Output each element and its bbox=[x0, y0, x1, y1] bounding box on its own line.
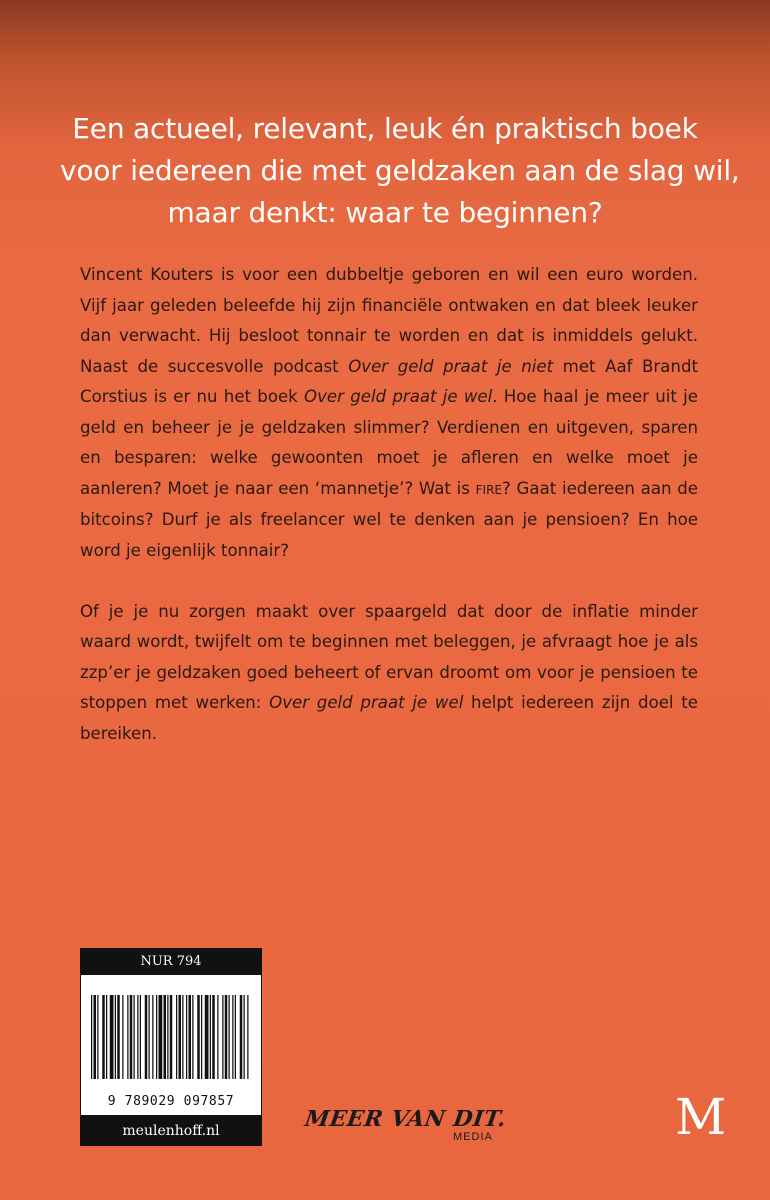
barcode-bar bbox=[134, 995, 135, 1079]
barcode-bar bbox=[164, 995, 167, 1079]
barcode-bar bbox=[149, 995, 150, 1079]
barcode-box bbox=[80, 974, 262, 1116]
barcode-bar bbox=[232, 995, 233, 1079]
barcode-bar bbox=[91, 995, 92, 1079]
barcode-bar bbox=[182, 995, 183, 1079]
blurb-paragraph bbox=[80, 260, 698, 566]
tagline-line: maar denkt: waar te beginnen? bbox=[167, 196, 603, 229]
publisher-logo: M bbox=[675, 1088, 727, 1146]
barcode-bar bbox=[167, 995, 168, 1079]
barcode-bar bbox=[210, 995, 211, 1079]
barcode-bar bbox=[130, 995, 133, 1079]
barcode-bar bbox=[94, 995, 97, 1079]
imprint-logo bbox=[305, 1106, 535, 1154]
barcode-image bbox=[89, 995, 253, 1079]
barcode-bar bbox=[225, 995, 228, 1079]
blurb bbox=[80, 260, 698, 749]
barcode-bar bbox=[247, 995, 248, 1079]
barcode-block bbox=[80, 948, 262, 1144]
publisher-website: meulenhoff.nl bbox=[80, 1116, 262, 1146]
barcode-bar bbox=[235, 995, 236, 1079]
barcode-bar bbox=[97, 995, 98, 1079]
blurb-text: met Aaf Brandt Corstius is er nu het boek bbox=[80, 356, 698, 406]
blurb-text: ? Gaat iedereen aan de bitcoins? Durf je als freelancer wel te denken aan je pensioen? En hoe word je eigenlijk tonnair? bbox=[80, 478, 698, 560]
tagline bbox=[60, 108, 740, 234]
barcode-bar bbox=[186, 995, 187, 1079]
barcode-bar bbox=[192, 995, 193, 1079]
barcode-bar bbox=[201, 995, 202, 1079]
barcode-bar bbox=[179, 995, 182, 1079]
barcode-bar bbox=[110, 995, 114, 1079]
blurb-text: Of je je nu zorgen maakt over spaargeld dat door de inflatie minder waard wordt, twijfelt om te beginnen met beleggen, je afvraagt hoe je als zzp’er je geldzaken goed beheert of ervan droomt om voor je pensioen te stoppen met werken: bbox=[80, 601, 698, 712]
barcode-bar bbox=[122, 995, 123, 1079]
barcode-bar bbox=[137, 995, 138, 1079]
barcode-bar bbox=[145, 995, 148, 1079]
barcode-bar bbox=[106, 995, 107, 1079]
barcode-bar bbox=[140, 995, 141, 1079]
barcode-bar bbox=[240, 995, 243, 1079]
podcast-title: Over geld praat je niet bbox=[348, 356, 554, 376]
imprint-logo-text: MEER VAN DIT. bbox=[303, 1106, 508, 1132]
barcode-bar bbox=[170, 995, 173, 1079]
barcode-bar bbox=[102, 995, 105, 1079]
barcode-bar bbox=[152, 995, 153, 1079]
barcode-bar bbox=[127, 995, 128, 1079]
imprint-logo-subtext: MEDIA bbox=[453, 1131, 493, 1143]
blurb-text: Vincent Kouters is voor een dubbeltje geboren en wil een euro worden. Vijf jaar geleden beleefde hij zijn financiële ontwaken en dat bleek leuker dan verwacht. Hij besloot tonnair te worden en dat is inmiddels gelukt. Naast de succesvolle podcast bbox=[80, 265, 698, 376]
nur-label: NUR 794 bbox=[80, 948, 262, 974]
blurb-paragraph bbox=[80, 597, 698, 750]
barcode-bar bbox=[189, 995, 192, 1079]
blurb-text: helpt iedereen zijn doel te bereiken. bbox=[80, 693, 699, 743]
barcode-bar bbox=[117, 995, 120, 1079]
barcode-bar bbox=[159, 995, 163, 1079]
tagline-line: voor iedereen die met geldzaken aan de slag wil, bbox=[60, 154, 740, 187]
barcode-bar bbox=[229, 995, 230, 1079]
barcode-bar bbox=[205, 995, 209, 1079]
book-title: Over geld praat je wel bbox=[304, 387, 493, 406]
barcode-bar bbox=[197, 995, 200, 1079]
isbn-number: 9 789029 097857 bbox=[107, 1094, 235, 1109]
barcode-bar bbox=[244, 995, 245, 1079]
book-title: Over geld praat je wel bbox=[269, 693, 464, 712]
barcode-bar bbox=[176, 995, 177, 1079]
barcode-bar bbox=[212, 995, 215, 1079]
barcode-bar bbox=[115, 995, 116, 1079]
blurb-text: . Hoe haal je meer uit je geld en beheer je je geldzaken slimmer? Verdienen en uitgeven, sparen en besparen: welke gewoonten moet je afleren en welke moet je aanleren? Moet je naar een ‘mannetje’? Wat is bbox=[80, 387, 698, 498]
fire-acronym: FIRE bbox=[475, 482, 503, 497]
barcode-bar bbox=[156, 995, 157, 1079]
barcode-bar bbox=[217, 995, 218, 1079]
barcode-bar bbox=[222, 995, 223, 1079]
tagline-line: Een actueel, relevant, leuk én praktisch boek bbox=[72, 112, 698, 145]
